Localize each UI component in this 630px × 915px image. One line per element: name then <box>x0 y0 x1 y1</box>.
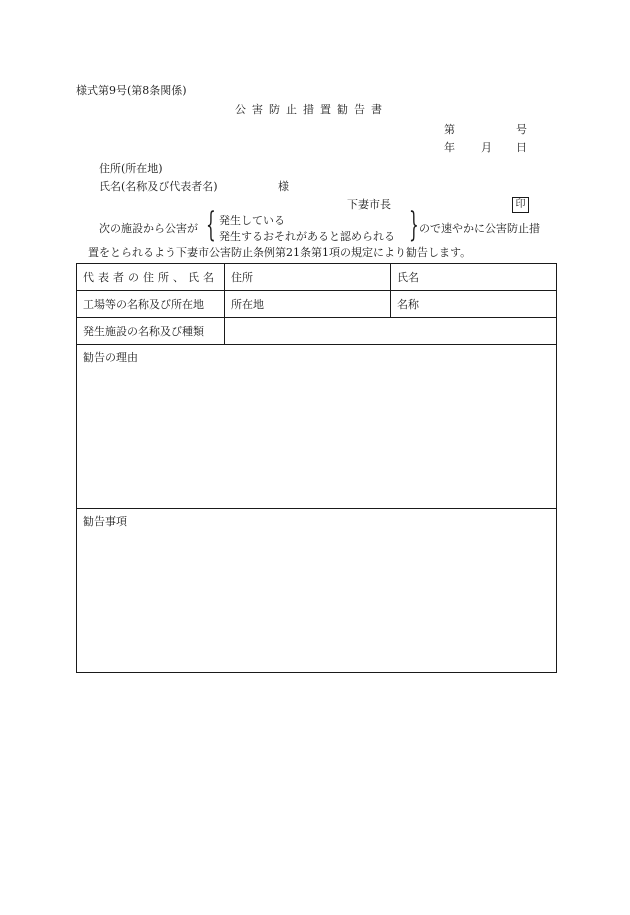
honorific: 様 <box>278 180 289 193</box>
date-day: 日 <box>516 141 527 154</box>
items-label: 勧告事項 <box>83 515 127 528</box>
recipient-name-label: 氏名(名称及び代表者名) <box>99 180 218 193</box>
recipient-address-label: 住所(所在地) <box>99 162 163 175</box>
seal-mark: 印 <box>512 197 529 213</box>
factory-label: 工場等の名称及び所在地 <box>77 291 225 318</box>
table-row <box>77 291 557 318</box>
table-row <box>77 264 557 291</box>
address-cell: 住所 <box>225 264 391 291</box>
name-cell: 氏名 <box>391 264 557 291</box>
table-row <box>77 345 557 509</box>
table-row <box>77 318 557 345</box>
body-prefix: 次の施設から公害が <box>99 222 198 235</box>
items-cell <box>77 509 557 673</box>
sender-title: 下妻市長 <box>347 198 391 211</box>
form-number: 様式第9号(第8条関係) <box>76 84 187 97</box>
doc-no-go: 号 <box>516 123 527 136</box>
body-suffix: ので速やかに公害防止措 <box>419 222 540 235</box>
page-title: 公害防止措置勧告書 <box>235 103 388 116</box>
location-cell: 所在地 <box>225 291 391 318</box>
body-line-2: 置をとられるよう下妻市公害防止条例第21条第1項の規定により勧告します。 <box>88 246 472 259</box>
doc-no-dai: 第 <box>444 123 455 136</box>
body-option-1: 発生している <box>219 214 285 227</box>
representative-label: 代表者の住所、氏名 <box>77 264 225 291</box>
recommendation-table <box>76 263 557 673</box>
facility-cell <box>225 318 557 345</box>
body-option-2: 発生するおそれがあると認められる <box>219 230 395 243</box>
reason-label: 勧告の理由 <box>83 351 138 364</box>
date-year: 年 <box>444 141 455 154</box>
facility-label: 発生施設の名称及び種類 <box>77 318 225 345</box>
left-brace-icon: { <box>205 205 216 245</box>
table-row <box>77 509 557 673</box>
date-month: 月 <box>481 141 492 154</box>
reason-cell <box>77 345 557 509</box>
right-brace-icon: } <box>408 205 419 245</box>
factory-name-cell: 名称 <box>391 291 557 318</box>
